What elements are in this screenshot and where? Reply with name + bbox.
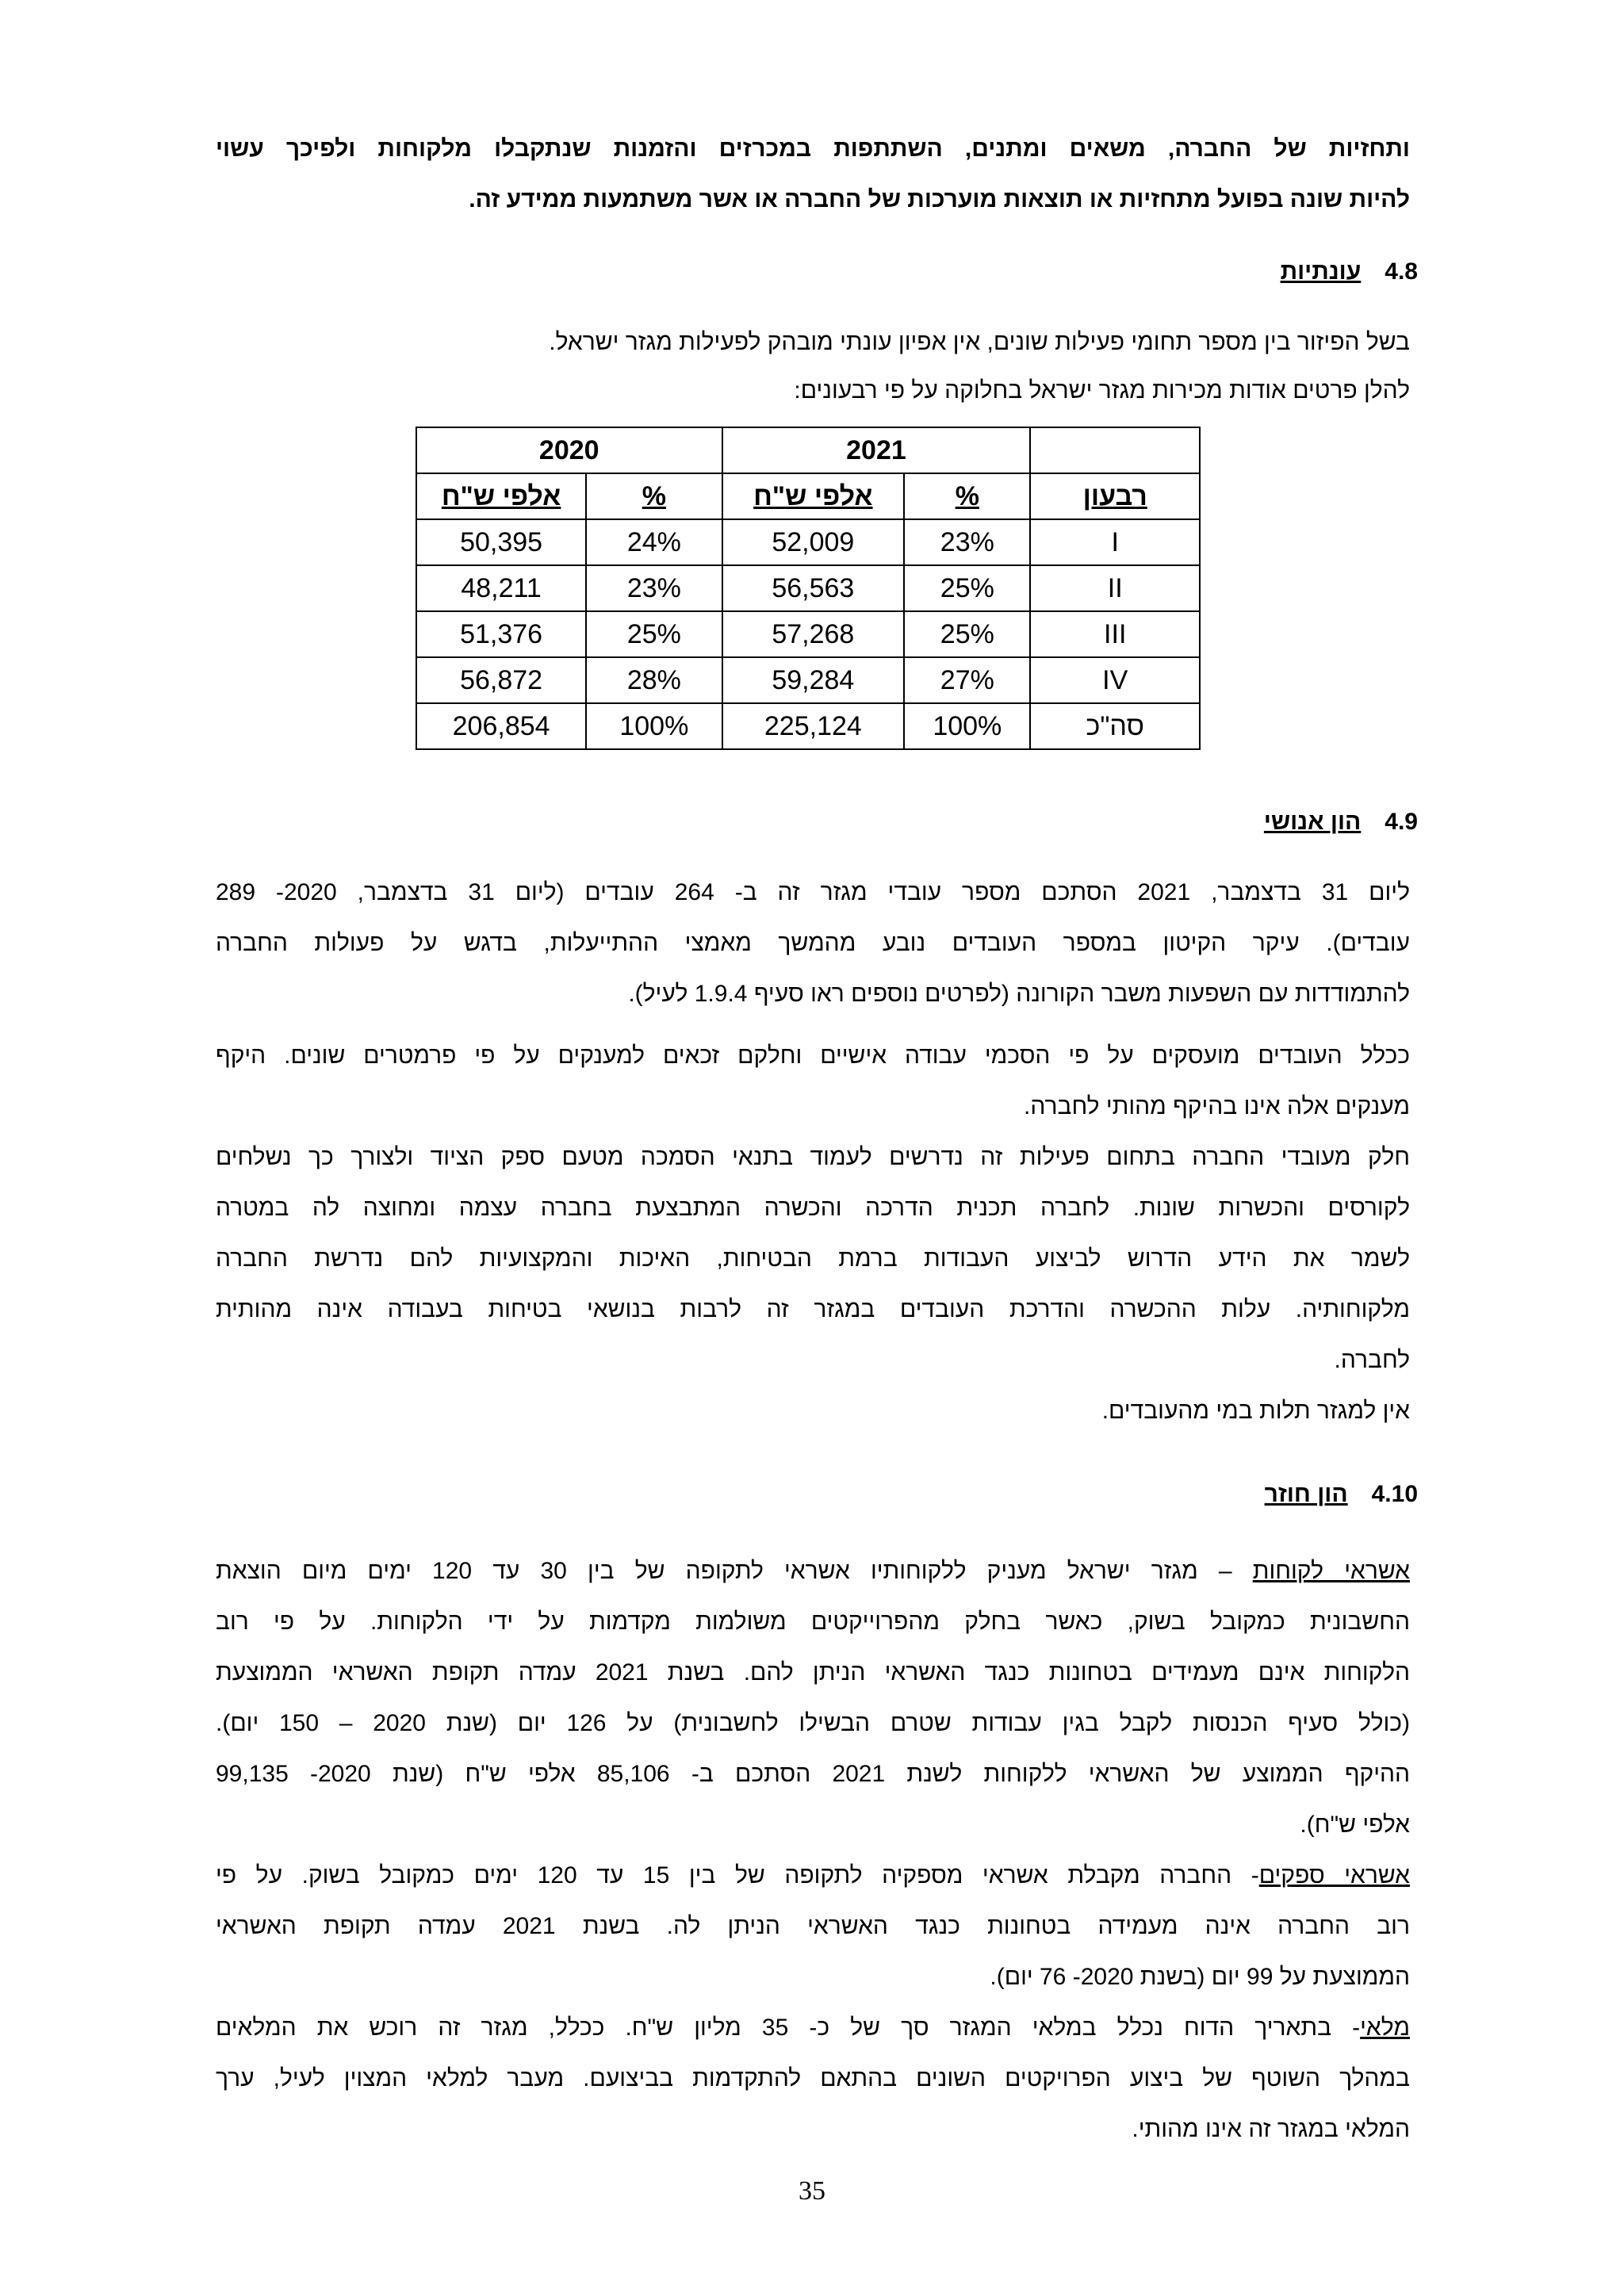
human-capital-paragraph-2 (216, 1031, 1410, 1132)
intro-paragraph (216, 124, 1410, 225)
paragraph-line: לשמר את הידע הדרוש לביצוע העבודות ברמת הבטיחות, האיכות והמקצועיות להם נדרשת החברה (216, 1246, 1410, 1272)
quarterly-sales-table (416, 427, 1201, 750)
paragraph-text: – מגזר ישראל מעניק ללקוחותיו אשראי לתקופה של בין 30 עד 120 ימים מיום הוצאת (216, 1558, 1253, 1584)
amount-cell: 59,284 (722, 657, 905, 703)
table-row-total (416, 703, 1200, 749)
paragraph-line: עובדים). עיקר הקיטון במספר העובדים נובע מהמשך מאמצי ההתייעלות, בדגש על פעולות החברה (216, 930, 1410, 956)
paragraph-line: הממוצעת על 99 יום (בשנת 2020- 76 יום). (990, 1964, 1410, 1990)
pct-cell: 100% (586, 703, 722, 749)
section-title: הון חוזר (1264, 1481, 1348, 1507)
pct-cell: 23% (904, 519, 1030, 565)
table-header-empty (1030, 427, 1200, 473)
section-heading-4-9 (1264, 809, 1418, 836)
pct-cell: 23% (586, 565, 722, 611)
quarter-cell: IV (1030, 657, 1200, 703)
paragraph-line (216, 1546, 1410, 1597)
pct-cell: 27% (904, 657, 1030, 703)
paragraph-line (216, 2003, 1410, 2053)
paragraph-line: אלפי ש"ח). (1300, 1812, 1410, 1838)
pct-cell: 28% (586, 657, 722, 703)
quarter-cell: I (1030, 519, 1200, 565)
amount-cell: 51,376 (416, 611, 586, 657)
paragraph-line: בשל הפיזור בין מספר תחומי פעילות שונים, אין אפיון עונתי מובהק לפעילות מגזר ישראל. (549, 329, 1410, 355)
supplier-credit-label: אשראי ספקים (1258, 1862, 1410, 1888)
table-row (416, 657, 1200, 703)
paragraph-line: מלקוחותיה. עלות ההכשרה והדרכת העובדים במגזר זה לרבות בנושאי בטיחות בעבודה אינה מהותית (216, 1296, 1410, 1322)
customer-credit-label: אשראי לקוחות (1252, 1558, 1411, 1584)
column-header-amount-2021: אלפי ש"ח (722, 473, 905, 519)
human-capital-paragraph-3 (216, 1132, 1410, 1437)
amount-cell: 52,009 (722, 519, 905, 565)
inventory-label: מלאי (1360, 2015, 1410, 2041)
column-header-pct-2020: % (586, 473, 722, 519)
column-header-pct-2021: % (904, 473, 1030, 519)
pct-cell: 25% (904, 611, 1030, 657)
section-title: עונתיות (1280, 258, 1362, 285)
year-header-2021: 2021 (722, 427, 1031, 473)
year-header-2020: 2020 (416, 427, 722, 473)
table-row (416, 611, 1200, 657)
paragraph-line: המלאי במגזר זה אינו מהותי. (1132, 2116, 1410, 2142)
pct-cell: 25% (586, 611, 722, 657)
amount-cell: 57,268 (722, 611, 905, 657)
column-header-quarter: רבעון (1030, 473, 1200, 519)
amount-cell: 48,211 (416, 565, 586, 611)
paragraph-line: לחברה. (1334, 1347, 1410, 1373)
paragraph-line: מענקים אלה אינו בהיקף מהותי לחברה. (1024, 1093, 1410, 1119)
section-number: 4.8 (1385, 258, 1418, 285)
paragraph-line: אין למגזר תלות במי מהעובדים. (1101, 1398, 1410, 1424)
paragraph-text: - בתאריך הדוח נכלל במלאי המגזר סך של כ- 35 מליון ש"ח. ככלל, מגזר זה רוכש את המלאים (216, 2015, 1361, 2041)
amount-cell: 225,124 (722, 703, 905, 749)
paragraph-line (216, 1850, 1410, 1901)
paragraph-line: ליום 31 בדצמבר, 2021 הסתכם מספר עובדי מגזר זה ב- 264 עובדים (ליום 31 בדצמבר, 2020- 289 (216, 879, 1410, 905)
section-title: הון אנושי (1263, 809, 1362, 835)
quarter-cell: III (1030, 611, 1200, 657)
paragraph-line: חלק מעובדי החברה בתחום פעילות זה נדרשים לעמוד בתנאי הסמכה מטעם ספק הציוד ולצורך כך נשלחים (216, 1144, 1410, 1170)
table-row (416, 519, 1200, 565)
quarter-cell: סה"כ (1030, 703, 1200, 749)
pct-cell: 100% (904, 703, 1030, 749)
amount-cell: 50,395 (416, 519, 586, 565)
section-heading-4-8 (1281, 258, 1418, 285)
column-header-amount-2020: אלפי ש"ח (416, 473, 586, 519)
paragraph-line: להתמודדות עם השפעות משבר הקורונה (לפרטים נוספים ראו סעיף 1.9.4 לעיל). (628, 981, 1410, 1007)
working-capital-customers (216, 1546, 1410, 2155)
paragraph-line: לקורסים והכשרות שונות. לחברה תכנית הדרכה והכשרה המתבצעת בחברה עצמה ומחוצה לה במטרה (216, 1195, 1410, 1221)
paragraph-line: רוב החברה אינה מעמידה בטחונות כנגד האשראי הניתן לה. בשנת 2021 עמדה תקופת האשראי (216, 1913, 1410, 1939)
pct-cell: 25% (904, 565, 1030, 611)
quarter-cell: II (1030, 565, 1200, 611)
amount-cell: 206,854 (416, 703, 586, 749)
amount-cell: 56,563 (722, 565, 905, 611)
paragraph-line: הלקוחות אינם מעמידים בטחונות כנגד האשראי הניתן להם. בשנת 2021 עמדה תקופת האשראי הממוצעת (216, 1659, 1410, 1686)
human-capital-paragraph-1 (216, 867, 1410, 1020)
paragraph-line: במהלך השוטף של ביצוע הפרויקטים השונים בהתאם להתקדמות בביצועם. מעבר למלאי המצוין לעיל, ערך (216, 2065, 1410, 2091)
paragraph-line: החשבונית כמקובל בשוק, כאשר בחלק מהפרוייקטים משולמות מקדמות על ידי הלקוחות. על פי רוב (216, 1609, 1410, 1635)
section-number: 4.9 (1385, 809, 1418, 835)
intro-line: להיות שונה בפועל מתחזיות או תוצאות מוערכות של החברה או אשר משתמעות ממידע זה. (469, 186, 1410, 212)
intro-line: ותחזיות של החברה, משאים ומתנים, השתתפות במכרזים והזמנות שנתקבלו מלקוחות ולפיכך עשוי (216, 136, 1410, 162)
pct-cell: 24% (586, 519, 722, 565)
amount-cell: 56,872 (416, 657, 586, 703)
paragraph-line: להלן פרטים אודות מכירות מגזר ישראל בחלוקה על פי רבעונים: (794, 377, 1410, 404)
section-number: 4.10 (1371, 1481, 1418, 1507)
seasonality-paragraph (216, 317, 1410, 414)
table-row (416, 565, 1200, 611)
section-heading-4-10 (1265, 1481, 1418, 1508)
paragraph-line: ההיקף הממוצע של האשראי ללקוחות לשנת 2021 הסתכם ב- 85,106 אלפי ש"ח (שנת 2020- 99,135 (216, 1761, 1411, 1787)
page-number: 35 (799, 2176, 825, 2206)
paragraph-line: ככלל העובדים מועסקים על פי הסכמי עבודה אישיים וחלקם זכאים למענקים על פי פרמטרים שונים. היקף (216, 1043, 1410, 1069)
paragraph-line: (כולל סעיף הכנסות לקבל בגין עבודות שטרם הבשילו לחשבונית) על 126 יום (שנת 2020 – 150 יום). (216, 1710, 1410, 1736)
paragraph-text: - החברה מקבלת אשראי מספקיה לתקופה של בין 15 עד 120 ימים כמקובל בשוק. על פי (216, 1862, 1259, 1888)
